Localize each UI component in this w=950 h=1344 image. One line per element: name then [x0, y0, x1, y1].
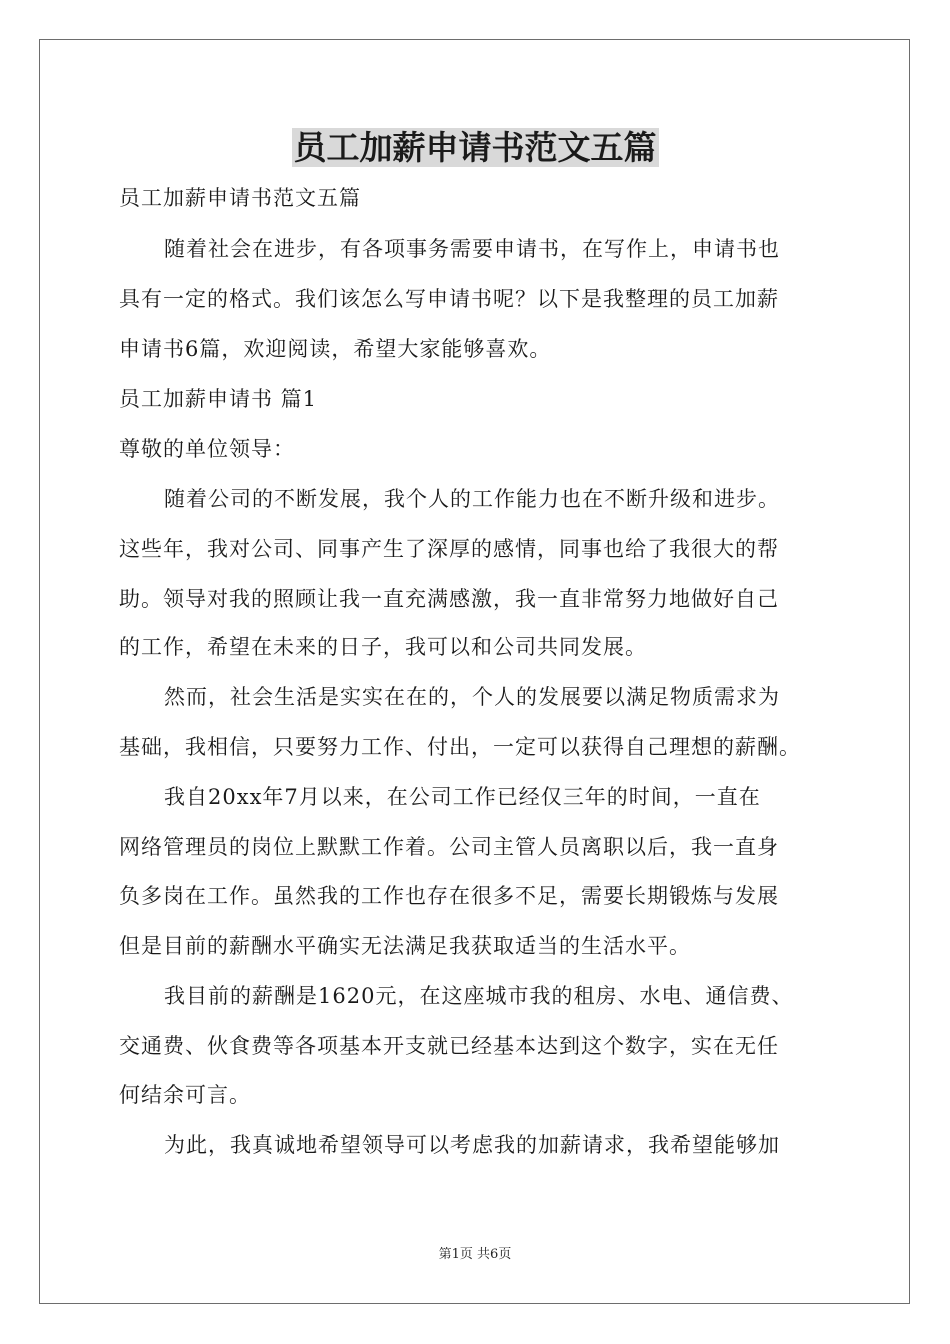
paragraph-line: 交通费、伙食费等各项基本开支就已经基本达到这个数字，实在无任	[119, 1034, 779, 1058]
paragraph-line: 然而，社会生活是实实在在的，个人的发展要以满足物质需求为	[164, 685, 780, 709]
paragraph-line: 为此，我真诚地希望领导可以考虑我的加薪请求，我希望能够加	[164, 1133, 780, 1157]
page-border	[39, 39, 910, 1304]
paragraph-line: 申请书6篇，欢迎阅读，希望大家能够喜欢。	[119, 337, 552, 361]
paragraph-line: 这些年，我对公司、同事产生了深厚的感情，同事也给了我很大的帮	[119, 537, 779, 561]
paragraph-line: 具有一定的格式。我们该怎么写申请书呢？以下是我整理的员工加薪	[119, 287, 779, 311]
paragraph-line: 网络管理员的岗位上默默工作着。公司主管人员离职以后，我一直身	[119, 835, 779, 859]
paragraph-line: 助。领导对我的照顾让我一直充满感激，我一直非常努力地做好自己	[119, 587, 779, 611]
paragraph-line: 但是目前的薪酬水平确实无法满足我获取适当的生活水平。	[119, 934, 691, 958]
page-footer: 第1页 共6页	[438, 1247, 512, 1262]
paragraph-line: 基础，我相信，只要努力工作、付出，一定可以获得自己理想的薪酬。	[119, 735, 801, 759]
paragraph-line: 随着社会在进步，有各项事务需要申请书，在写作上，申请书也	[164, 237, 780, 261]
paragraph-line: 随着公司的不断发展，我个人的工作能力也在不断升级和进步。	[164, 487, 780, 511]
paragraph-line: 我目前的薪酬是1620元，在这座城市我的租房、水电、通信费、	[164, 984, 794, 1008]
salutation: 尊敬的单位领导：	[119, 437, 295, 461]
paragraph-line: 负多岗在工作。虽然我的工作也存在很多不足，需要长期锻炼与发展	[119, 884, 779, 908]
subtitle-line: 员工加薪申请书范文五篇	[119, 186, 361, 210]
paragraph-line: 的工作，希望在未来的日子，我可以和公司共同发展。	[119, 635, 647, 659]
document-title	[0, 126, 950, 170]
paragraph-line: 何结余可言。	[119, 1083, 251, 1107]
paragraph-line: 我自20xx年7月以来，在公司工作已经仅三年的时间，一直在	[164, 785, 761, 809]
title-text: 员工加薪申请书范文五篇	[293, 128, 657, 167]
section-heading: 员工加薪申请书 篇1	[119, 387, 318, 411]
